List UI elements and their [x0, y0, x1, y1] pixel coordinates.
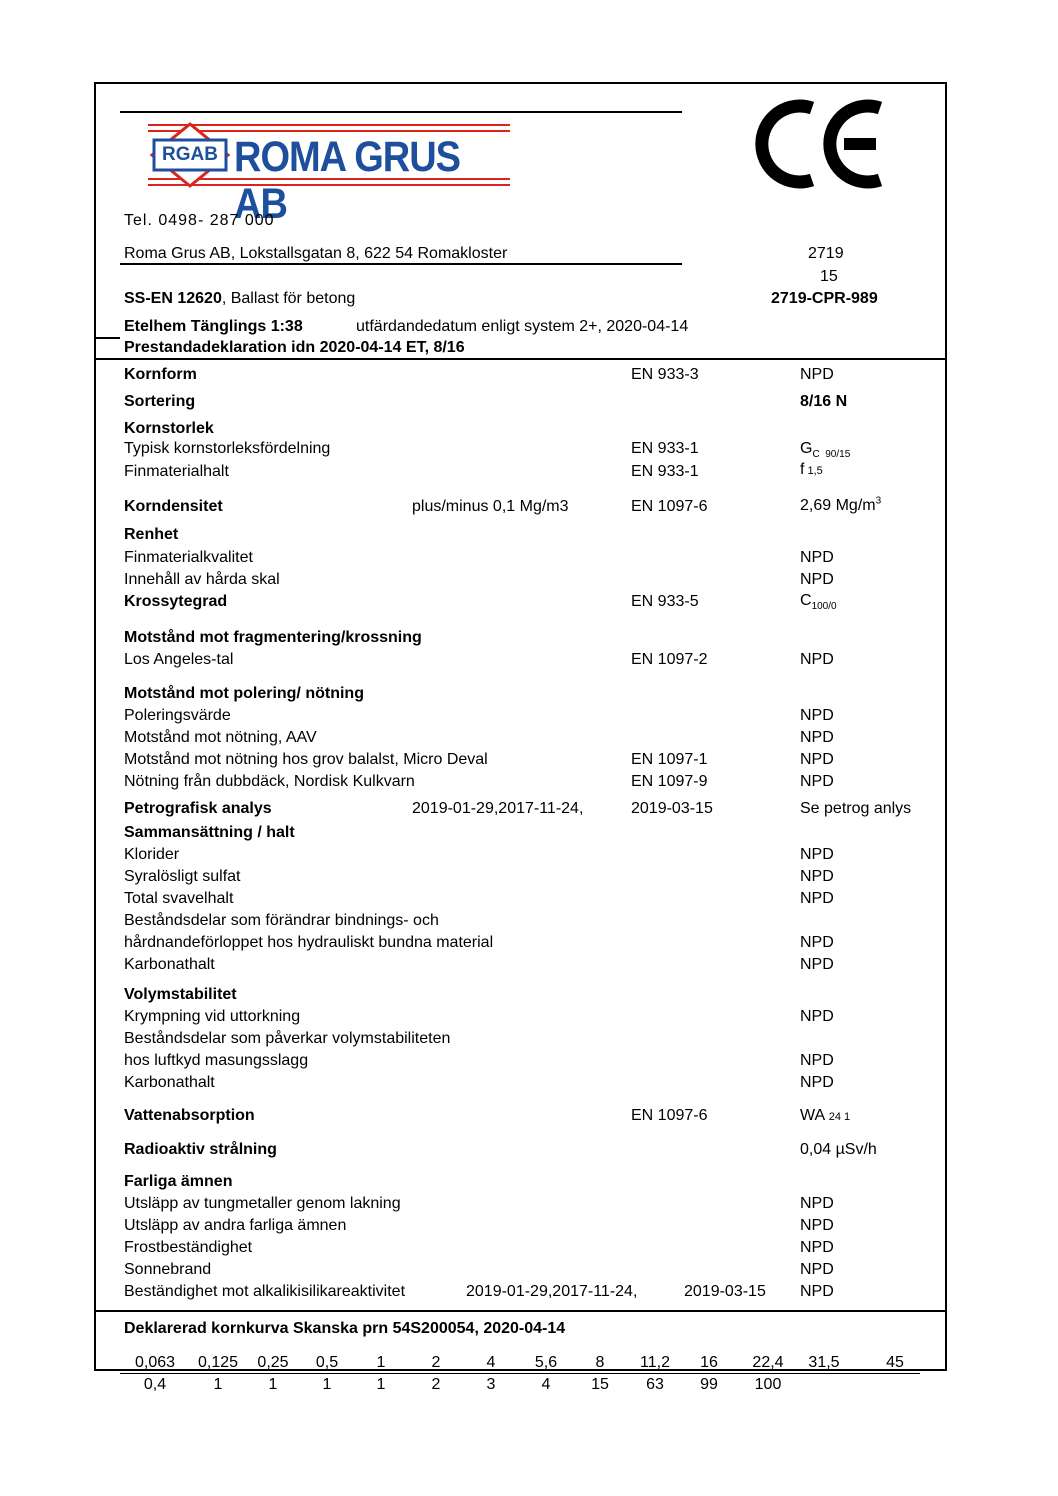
alkali-label: Beständighet mot alkalikisilikareaktivitet [124, 1283, 406, 1300]
typisk-value-main: G [800, 440, 813, 457]
klorider-label: Klorider [124, 846, 180, 863]
notified-body-number: 2719 [808, 245, 844, 262]
sieve-size: 45 [886, 1354, 904, 1371]
sieve-size: 0,25 [257, 1354, 289, 1371]
slagg-value: NPD [800, 1052, 834, 1069]
pol-label: Poleringsvärde [124, 707, 231, 724]
sieve-size: 31,5 [808, 1354, 840, 1371]
kk-method: EN 1097-9 [631, 773, 708, 790]
krossyta-value [800, 592, 837, 613]
aav-label: Motstånd mot nötning, AAV [124, 729, 317, 746]
polering-label: Motstånd mot polering/ nötning [124, 685, 364, 702]
passing-value: 63 [646, 1376, 664, 1393]
korndensitet-value-main: 2,69 Mg/m [800, 497, 876, 514]
ce-year: 15 [820, 268, 838, 285]
product-name: Etelhem Tänglings 1:38 [124, 318, 303, 335]
passing-value: 3 [486, 1376, 496, 1393]
passing-value: 1 [376, 1376, 386, 1393]
sortering-label: Sortering [124, 393, 196, 410]
sieve-size: 16 [700, 1354, 718, 1371]
vattenabsorption-value [800, 1107, 850, 1126]
sieve-size: 1 [376, 1354, 386, 1371]
kk-value: NPD [800, 773, 834, 790]
finkval-value: NPD [800, 549, 834, 566]
andra-label: Utsläpp av andra farliga ämnen [124, 1217, 347, 1234]
md-method: EN 1097-1 [631, 751, 708, 768]
sortering-value: 8/16 N [800, 393, 848, 410]
svavel-label: Total svavelhalt [124, 890, 234, 907]
krossyta-method: EN 933-5 [631, 593, 699, 610]
kornstorlek-label: Kornstorlek [124, 420, 214, 437]
alkali-dates: 2019-01-29,2017-11-24, [466, 1283, 638, 1300]
korndensitet-value-sup: 3 [875, 495, 882, 507]
kk-label: Nötning från dubbdäck, Nordisk Kulkvarn [124, 773, 415, 790]
logo-company-name: ROMA GRUS AB [234, 134, 461, 229]
bind-label-1: Beståndsdelar som förändrar bindnings- och [124, 912, 439, 929]
skal-label: Innehåll av hårda skal [124, 571, 280, 588]
krossyta-value-sub: 100/0 [811, 601, 837, 613]
radioaktiv-label: Radioaktiv strålning [124, 1141, 277, 1158]
grading-divider [120, 1373, 920, 1374]
cpr-number: 2719-CPR-989 [771, 290, 878, 307]
md-label: Motstånd mot nötning hos grov balalst, Micro Deval [124, 751, 488, 768]
sammansattning-label: Sammansättning / halt [124, 824, 295, 841]
krymp-value: NPD [800, 1008, 834, 1025]
krossyta-label: Krossytegrad [124, 593, 228, 610]
frost-label: Frostbeständighet [124, 1239, 253, 1256]
volymstabilitet-label: Volymstabilitet [124, 986, 237, 1003]
typisk-method: EN 933-1 [631, 440, 699, 457]
passing-value: 1 [268, 1376, 278, 1393]
vattenabsorption-label: Vattenabsorption [124, 1107, 255, 1124]
sulfat-label: Syralösligt sulfat [124, 868, 241, 885]
kornform-method: EN 933-3 [631, 366, 699, 383]
finmaterial-label: Finmaterialhalt [124, 463, 229, 480]
kornform-label: Kornform [124, 366, 197, 383]
sieve-size: 0,125 [197, 1354, 239, 1371]
sieve-size: 4 [486, 1354, 496, 1371]
passing-value: 99 [700, 1376, 718, 1393]
sieve-size: 22,4 [752, 1354, 784, 1371]
sonne-value: NPD [800, 1261, 834, 1278]
vattenabsorption-value-main: WA [800, 1107, 829, 1124]
md-value: NPD [800, 751, 834, 768]
sieve-size: 0,5 [315, 1354, 339, 1371]
typisk-value [800, 440, 851, 461]
korndensitet-value [800, 497, 881, 515]
frost-value: NPD [800, 1239, 834, 1256]
petrografisk-label: Petrografisk analys [124, 800, 272, 817]
sieve-size: 8 [595, 1354, 605, 1371]
phone-number: Tel. 0498- 287 000 [124, 212, 275, 229]
ce-mark-icon [752, 94, 888, 194]
passing-value: 100 [754, 1376, 782, 1393]
passing-value: 0,4 [143, 1376, 167, 1393]
passing-value: 2 [431, 1376, 441, 1393]
bind-value: NPD [800, 934, 834, 951]
grading-rule-top [94, 1310, 947, 1312]
renhet-label: Renhet [124, 526, 179, 543]
typisk-value-sub: C 90/15 [812, 449, 851, 461]
la-label: Los Angeles-tal [124, 651, 234, 668]
vattenabsorption-value-sub: 24 1 [828, 1111, 851, 1123]
krymp-label: Krympning vid uttorkning [124, 1008, 301, 1025]
declaration-rule [94, 358, 947, 360]
bind-label-2: hårdnandeförloppet hos hydrauliskt bundna material [124, 934, 494, 951]
finmaterial-value [800, 461, 823, 480]
passing-value: 1 [213, 1376, 223, 1393]
vol-karbonat-label: Karbonathalt [124, 1074, 215, 1091]
passing-value: 1 [322, 1376, 332, 1393]
margin-tick [94, 337, 120, 339]
standard-line [124, 290, 355, 308]
korndensitet-label: Korndensitet [124, 498, 223, 515]
sieve-size: 2 [431, 1354, 441, 1371]
fragmentering-label: Motstånd mot fragmentering/krossning [124, 629, 422, 646]
tung-label: Utsläpp av tungmetaller genom lakning [124, 1195, 401, 1212]
klorider-value: NPD [800, 846, 834, 863]
petrografisk-value: Se petrog anlys [800, 800, 912, 817]
tung-value: NPD [800, 1195, 834, 1212]
krossyta-value-main: C [800, 592, 812, 609]
sieve-size: 0,063 [134, 1354, 176, 1371]
sieve-size: 11,2 [640, 1354, 670, 1371]
kornform-value: NPD [800, 366, 834, 383]
svavel-value: NPD [800, 890, 834, 907]
radioaktiv-value: 0,04 µSv/h [800, 1141, 877, 1158]
alkali-date2: 2019-03-15 [684, 1283, 766, 1300]
typisk-label: Typisk kornstorleksfördelning [124, 440, 331, 457]
andra-value: NPD [800, 1217, 834, 1234]
sonne-label: Sonnebrand [124, 1261, 212, 1278]
passing-value: 4 [541, 1376, 551, 1393]
aav-value: NPD [800, 729, 834, 746]
passing-value: 15 [591, 1376, 609, 1393]
issue-note: utfärdandedatum enligt system 2+, 2020-04-14 [356, 318, 689, 335]
la-method: EN 1097-2 [631, 651, 708, 668]
la-value: NPD [800, 651, 834, 668]
vol-karbonat-value: NPD [800, 1074, 834, 1091]
vattenabsorption-method: EN 1097-6 [631, 1107, 708, 1124]
pol-value: NPD [800, 707, 834, 724]
finmaterial-method: EN 933-1 [631, 463, 699, 480]
alkali-value: NPD [800, 1283, 834, 1300]
karbonat-value: NPD [800, 956, 834, 973]
karbonat-label: Karbonathalt [124, 956, 215, 973]
sieve-size: 5,6 [534, 1354, 558, 1371]
address-rule [120, 263, 682, 265]
company-address: Roma Grus AB, Lokstallsgatan 8, 622 54 Romakloster [124, 245, 508, 262]
farliga-label: Farliga ämnen [124, 1173, 233, 1190]
slagg-label-1: Beståndsdelar som påverkar volymstabiliteten [124, 1030, 451, 1047]
skal-value: NPD [800, 571, 834, 588]
korndensitet-method: EN 1097-6 [631, 498, 708, 515]
petrografisk-date2: 2019-03-15 [631, 800, 713, 817]
korndensitet-tolerance: plus/minus 0,1 Mg/m3 [412, 498, 569, 515]
standard-description: , Ballast för betong [221, 290, 356, 307]
grading-title: Deklarerad kornkurva Skanska prn 54S200054, 2020-04-14 [124, 1320, 566, 1337]
ce-mark [752, 94, 888, 194]
finkval-label: Finmaterialkvalitet [124, 549, 253, 566]
slagg-label-2: hos luftkyd masungsslagg [124, 1052, 309, 1069]
declaration-id: Prestandadeklaration idn 2020-04-14 ET, 8/16 [124, 339, 465, 356]
sulfat-value: NPD [800, 868, 834, 885]
top-rule [120, 111, 682, 113]
petrografisk-dates: 2019-01-29,2017-11-24, [412, 800, 584, 817]
finmaterial-value-sub: 1,5 [804, 465, 823, 477]
logo-badge-text: RGAB [162, 144, 218, 165]
finmaterial-value-main: f [800, 461, 805, 478]
standard-code: SS-EN 12620 [124, 290, 222, 307]
